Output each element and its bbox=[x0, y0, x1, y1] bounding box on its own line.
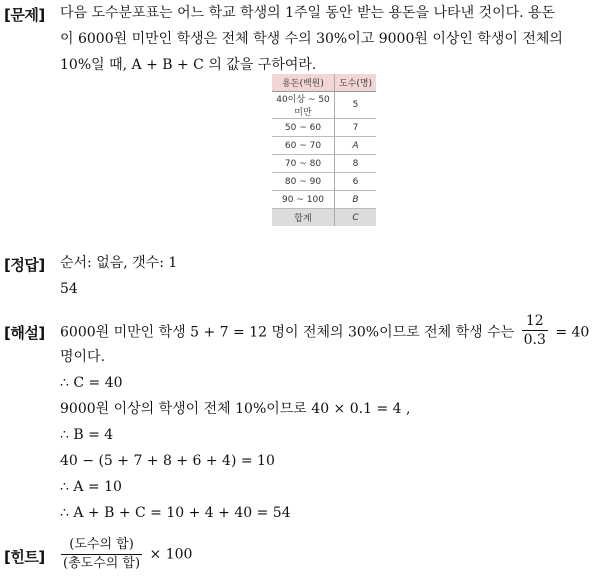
hint-fraction-numerator: (도수의 합) bbox=[61, 536, 142, 555]
table-total-row bbox=[272, 209, 376, 227]
solution-line-8: ∴ A + B + C = 10 + 4 + 40 = 54 bbox=[60, 505, 291, 521]
total-value: C bbox=[335, 209, 377, 227]
answer-tag: [정답] bbox=[4, 256, 45, 274]
solution-tag: [해설] bbox=[4, 324, 45, 342]
solution-line-7: ∴ A = 10 bbox=[60, 479, 122, 495]
table-row bbox=[272, 137, 376, 155]
problem-tag: [문제] bbox=[4, 6, 45, 24]
answer-order-line: 순서: 없음, 갯수: 1 bbox=[60, 255, 178, 271]
problem-text bbox=[60, 0, 584, 78]
fraction-denominator: 0.3 bbox=[523, 332, 546, 348]
table-row bbox=[272, 173, 376, 191]
solution-body bbox=[60, 313, 590, 526]
class-interval: 60 ~ 70 bbox=[272, 137, 335, 155]
problem-line: 이 6000원 미만인 학생은 전체 학생 수의 30%이고 9000원 이상인 학생이 전체의 bbox=[60, 31, 563, 47]
frequency: 6 bbox=[335, 173, 377, 191]
solution-line1-text: 6000원 미만인 학생 5 + 7 = 12 명이 전체의 30%이므로 전체 학생 수는 bbox=[60, 324, 515, 341]
total-label: 합계 bbox=[272, 209, 335, 227]
hint-body bbox=[58, 536, 584, 573]
table-row bbox=[272, 155, 376, 173]
frequency: 7 bbox=[335, 119, 377, 137]
solution-line-6: 40 − (5 + 7 + 8 + 6 + 4) = 10 bbox=[60, 453, 275, 469]
class-interval: 80 ~ 90 bbox=[272, 173, 335, 191]
solution-line-2: 명이다. bbox=[60, 349, 106, 365]
frequency-table bbox=[272, 74, 376, 226]
table-row bbox=[272, 191, 376, 209]
frequency: A bbox=[335, 137, 377, 155]
hint-fraction bbox=[61, 536, 142, 573]
table-row bbox=[272, 92, 376, 119]
table-row bbox=[272, 119, 376, 137]
answer-value: 54 bbox=[60, 281, 78, 297]
table-header: 도수(명) bbox=[335, 74, 377, 92]
frequency: 8 bbox=[335, 155, 377, 173]
problem-line: 10%일 때, A + B + C 의 값을 구하여라. bbox=[60, 57, 317, 73]
class-interval: 90 ~ 100 bbox=[272, 191, 335, 209]
hint-tail: × 100 bbox=[149, 546, 193, 563]
class-interval: 40이상 ~ 50미만 bbox=[272, 92, 335, 119]
hint-fraction-denominator: (총도수의 합) bbox=[63, 556, 141, 571]
frequency: 5 bbox=[335, 92, 377, 119]
frequency: B bbox=[335, 191, 377, 209]
fraction-numerator: 12 bbox=[522, 312, 548, 331]
solution-line1-tail: = 40 bbox=[555, 324, 590, 341]
table-header: 용돈(백원) bbox=[272, 74, 335, 92]
problem-line: 다음 도수분포표는 어느 학교 학생의 1주일 동안 받는 용돈을 나타낸 것이다. 용돈 bbox=[60, 5, 556, 21]
hint-tag: [힌트] bbox=[4, 548, 45, 566]
solution-line-3: ∴ C = 40 bbox=[60, 375, 123, 391]
solution-line-5: ∴ B = 4 bbox=[60, 427, 114, 443]
class-interval: 70 ~ 80 bbox=[272, 155, 335, 173]
class-interval: 50 ~ 60 bbox=[272, 119, 335, 137]
answer-body bbox=[60, 250, 584, 302]
fraction bbox=[522, 312, 548, 349]
solution-line-1 bbox=[60, 313, 590, 348]
solution-line-4: 9000원 이상의 학생이 전체 10%이므로 40 × 0.1 = 4 , bbox=[60, 401, 411, 417]
